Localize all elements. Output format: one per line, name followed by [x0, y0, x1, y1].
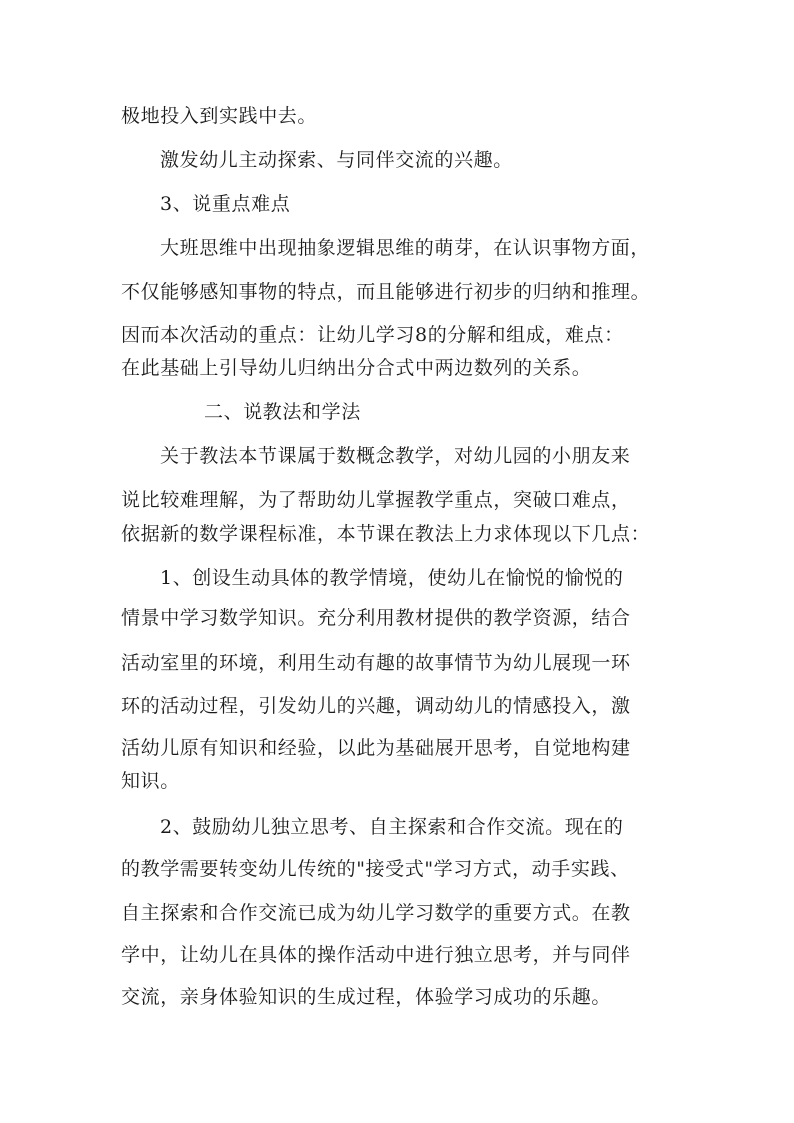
paragraph-line: 学中，让幼儿在具体的操作活动中进行独立思考，并与同伴 [121, 944, 631, 966]
paragraph-line: 关于教法本节课属于数概念教学，对幼儿园的小朋友来 [160, 445, 631, 467]
paragraph-line: 情景中学习数学知识。充分利用教材提供的教学资源，结合 [121, 607, 631, 629]
paragraph-line: 知识。 [121, 770, 180, 792]
paragraph-line: 不仅能够感知事物的特点，而且能够进行初步的归纳和推理。 [121, 281, 651, 303]
section-heading: 二、说教法和学法 [204, 401, 361, 423]
paragraph-line: 依据新的数学课程标准，本节课在教法上力求体现以下几点： [121, 523, 651, 545]
paragraph-line: 说比较难理解，为了帮助幼儿掌握教学重点，突破口难点， [121, 489, 631, 511]
paragraph-line: 大班思维中出现抽象逻辑思维的萌芽，在认识事物方面， [160, 237, 651, 259]
paragraph-line: 2、鼓励幼儿独立思考、自主探索和合作交流。现在的 [160, 816, 624, 838]
paragraph-line: 激发幼儿主动探索、与同伴交流的兴趣。 [160, 149, 513, 171]
paragraph-line: 1、创设生动具体的教学情境，使幼儿在愉悦的愉悦的 [160, 567, 624, 589]
paragraph-line: 极地投入到实践中去。 [121, 105, 318, 127]
paragraph-line: 因而本次活动的重点：让幼儿学习8的分解和组成，难点： [121, 324, 624, 346]
paragraph-line: 活动室里的环境，利用生动有趣的故事情节为幼儿展现一环 [121, 652, 631, 674]
paragraph-line: 在此基础上引导幼儿归纳出分合式中两边数列的关系。 [121, 357, 592, 379]
paragraph-line: 的教学需要转变幼儿传统的"接受式"学习方式，动手实践、 [121, 858, 630, 880]
paragraph-line: 活幼儿原有知识和经验，以此为基础展开思考，自觉地构建 [121, 737, 631, 759]
paragraph-line: 环的活动过程，引发幼儿的兴趣，调动幼儿的情感投入，激 [121, 695, 631, 717]
paragraph-line: 交流，亲身体验知识的生成过程，体验学习成功的乐趣。 [121, 986, 612, 1008]
section-heading: 3、说重点难点 [160, 193, 291, 215]
paragraph-line: 自主探索和合作交流已成为幼儿学习数学的重要方式。在教 [121, 902, 631, 924]
